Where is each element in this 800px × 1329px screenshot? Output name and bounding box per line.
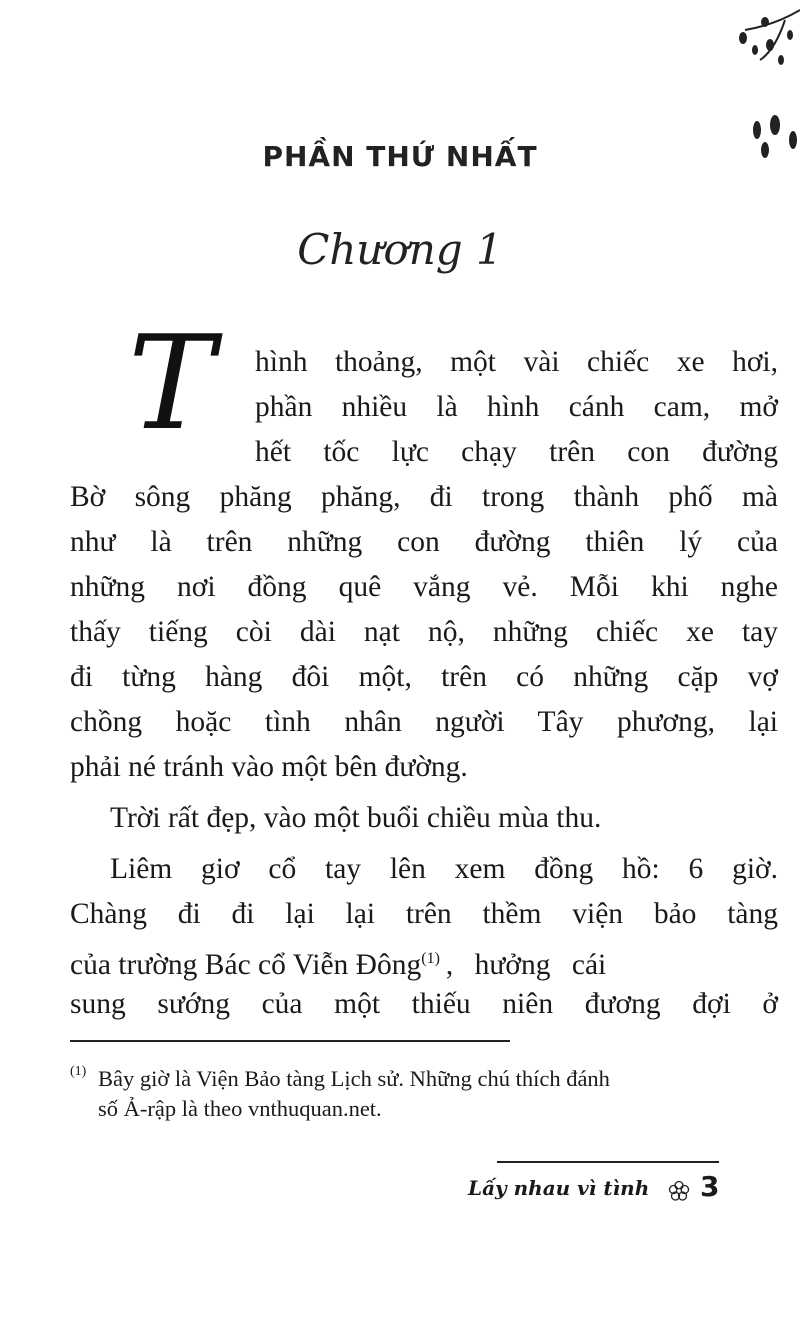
text-line: chồng hoặc tình nhân người Tây phương, lại <box>70 706 778 738</box>
text-line: hình thoảng, một vài chiếc xe hơi, <box>255 346 778 378</box>
text-line: hết tốc lực chạy trên con đường <box>255 436 778 468</box>
footnote-line: Bây giờ là Viện Bảo tàng Lịch sử. Những chú thích đánh <box>98 1066 610 1091</box>
footnote-line: số Ả-rập là theo vnthuquan.net. <box>98 1096 382 1121</box>
part-title: PHẦN THỨ NHẤT <box>262 140 538 173</box>
footer-divider <box>497 1161 719 1163</box>
footnote-reference: (1) <box>421 950 440 967</box>
text-line: Bờ sông phăng phăng, đi trong thành phố mà <box>70 481 778 513</box>
footnote-mark: (1) <box>70 1064 87 1079</box>
text-line: những nơi đồng quê vắng vẻ. Mỗi khi nghe <box>70 571 778 603</box>
flower-ornament-icon <box>668 1180 690 1202</box>
running-footer-title: Lấy nhau vì tình <box>468 1176 650 1200</box>
text-line: Chàng đi đi lại lại trên thềm viện bảo tàng <box>70 898 778 930</box>
text-line: thấy tiếng còi dài nạt nộ, những chiếc xe tay <box>70 616 778 648</box>
text-line: phải né tránh vào một bên đường. <box>70 751 468 783</box>
footnote-divider <box>70 1040 510 1042</box>
text-segment: của trường Bác cổ Viễn Đông <box>70 948 422 981</box>
text-line: như là trên những con đường thiên lý của <box>70 526 778 558</box>
drop-cap: T <box>128 307 215 459</box>
text-line <box>70 939 778 985</box>
text-line: sung sướng của một thiếu niên đương đợi ở <box>70 988 778 1020</box>
text-line: đi từng hàng đôi một, trên có những cặp vợ <box>70 661 778 693</box>
paragraph-2: Trời rất đẹp, vào một buổi chiều mùa thu. <box>110 802 602 834</box>
text-line: phần nhiều là hình cánh cam, mở <box>255 391 778 423</box>
text-segment: , hưởng cái <box>445 948 607 981</box>
chapter-title: Chương 1 <box>297 225 503 274</box>
text-line: Liêm giơ cổ tay lên xem đồng hồ: 6 giờ. <box>110 853 778 885</box>
page-number: 3 <box>700 1170 720 1203</box>
